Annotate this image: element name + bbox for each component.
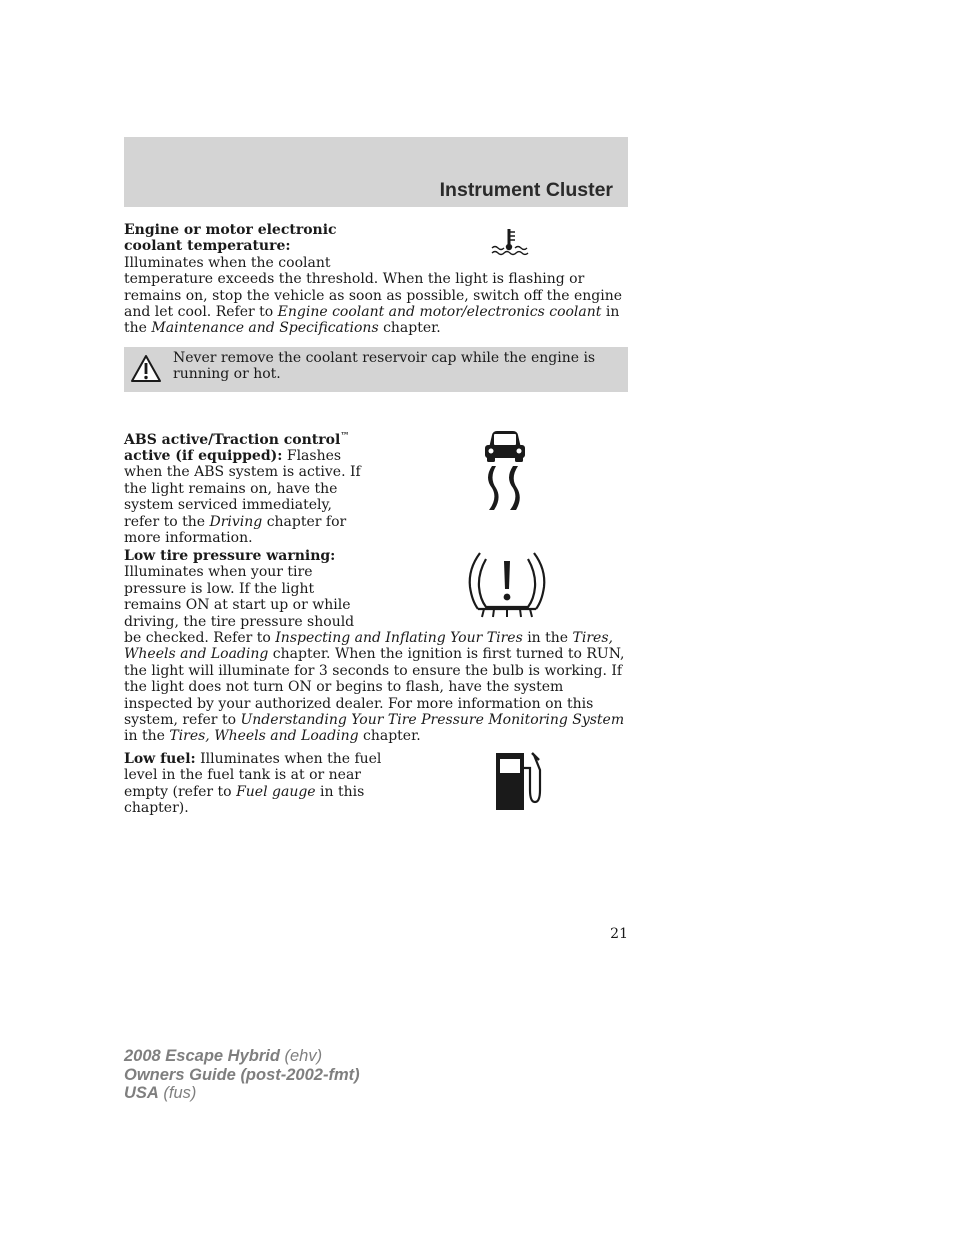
inflating-tires-ref: Inspecting and Inflating Your Tires (275, 630, 523, 647)
warning-box (124, 347, 628, 392)
tires-chapter-ref-2: Tires, Wheels and Loading (169, 728, 359, 745)
document-footer: 2008 Escape Hybrid (ehv) Owners Guide (post-2002-fmt) USA (fus) (124, 1047, 360, 1102)
fuel-gauge-ref: Fuel gauge (236, 783, 316, 800)
driving-chapter-ref: Driving (209, 513, 263, 530)
tire-paragraph: Low tire pressure warning: Illuminates when your tire pressure is low. If the light remains ON at start up or while driving, the tire pressure should be checked. Refer to Inspecting and Inflating Your Tires in the Tires, Wheels and Loading chapter. When the ignition is first turned to RUN, the light will illuminate for 3 seconds to ensure the bulb is working. If the light does not turn ON or begins to flash, have the system inspected by your authorized dealer. For more information on this system, refer to Understanding Your Tire Pressure Monitoring System in the Tires, Wheels and Loading chapter. (124, 548, 625, 745)
tires-chapter-ref: Tires, Wheels and Loading (124, 630, 613, 663)
warning-text: Never remove the coolant reservoir cap while the engine is running or hot. (173, 350, 596, 383)
abs-heading: ABS active/Traction control™ active (if equipped): (124, 431, 350, 465)
chapter-header-band (124, 137, 628, 207)
coolant-paragraph: Engine or motor electronic coolant temperature: Illuminates when the coolant temperature exceeds the threshold. When the light is flashing or remains on, stop the vehicle as soon as possible, switch off the engine and let cool. Refer to Engine coolant and motor/electronics coolant in the Maintenance and Specifications chapter. (124, 222, 623, 337)
coolant-ref: Engine coolant and motor/electronics coolant (277, 304, 602, 321)
fuel-pump-icon (494, 750, 546, 812)
warning-triangle-icon (130, 354, 162, 383)
fuel-heading: Low fuel: (124, 751, 196, 767)
trademark-symbol: ™ (340, 431, 350, 441)
page-number: 21 (610, 926, 628, 942)
maintenance-chapter-ref: Maintenance and Specifications (151, 320, 379, 337)
traction-control-icon (480, 428, 530, 514)
fuel-paragraph: Low fuel: Illuminates when the fuel level in the fuel tank is at or near empty (refer to Fuel gauge in this chapter). (124, 751, 382, 817)
chapter-title: Instrument Cluster (439, 179, 613, 201)
tpms-ref: Understanding Your Tire Pressure Monitoring System (240, 712, 625, 729)
abs-paragraph: ABS active/Traction control™ active (if equipped): Flashes when the ABS system is active. If the light remains on, have the system serviced immediately, refer to the Driving chapter for more information. (124, 431, 361, 547)
